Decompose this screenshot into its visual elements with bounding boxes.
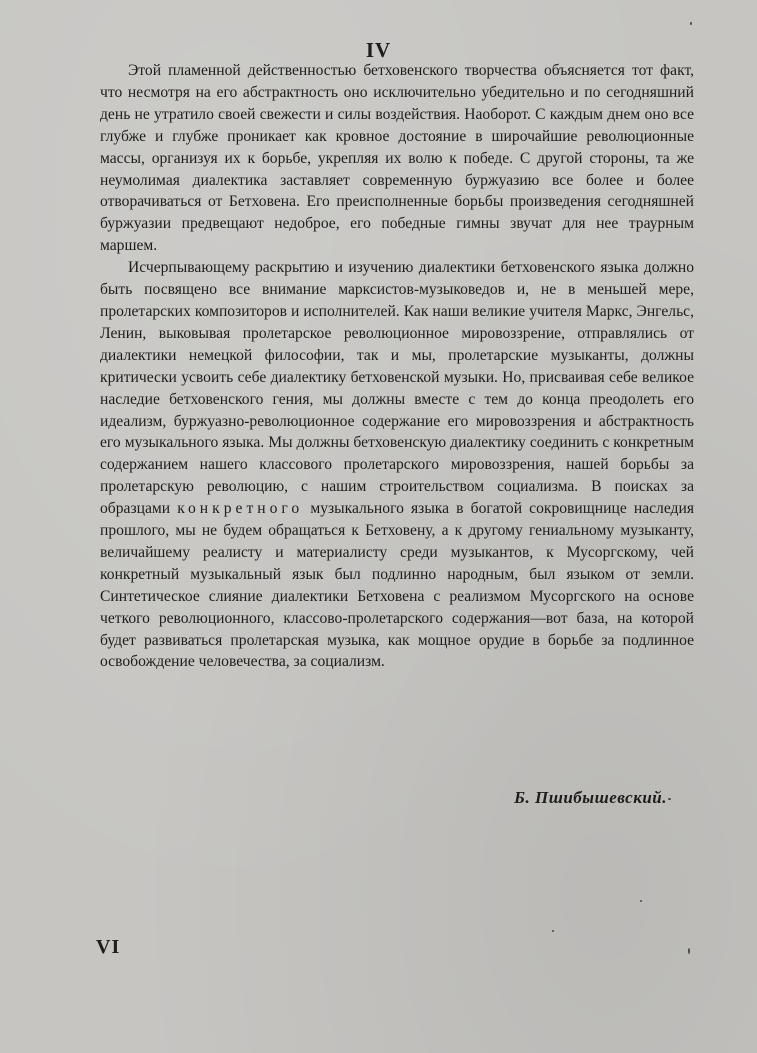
paragraph-2-emphasized-word: конкретного xyxy=(177,500,304,518)
body-text xyxy=(100,60,694,673)
section-number: IV xyxy=(365,38,392,62)
paragraph-2 xyxy=(100,257,694,673)
print-speck xyxy=(690,22,692,25)
author-signature: Б. Пшибышевский. xyxy=(514,788,667,807)
print-speck xyxy=(688,948,690,954)
print-speck xyxy=(640,900,642,902)
print-speck xyxy=(552,930,554,932)
print-speck xyxy=(668,798,671,800)
paragraph-2-text-after: музыкального языка в богатой сокровищнице наследия прошлого, мы не будем обращаться к Бетховену, а к другому гениальному музыканту, величайшему реалисту и материалисту среди музыкантов, к Мусоргскому, чей конкретный музыкальный язык был подлинно народным, был языком от земли. Синтетическое слияние диалектики Бетховена с реализмом Мусоргского на основе четкого революционного, классово-пролетарского содержания—вот база, на которой будет развиваться пролетарская музыка, как мощное орудие в борьбе за подлинное освобождение человечества, за социализм. xyxy=(100,500,694,671)
page-number: VI xyxy=(96,936,121,958)
paragraph-1: Этой пламенной действенностью бетховенского творчества объясняется тот факт, что несмотря на его абстрактность оно исключительно убедительно и по сегодняшний день не утратило своей свежести и силы воздействия. Наоборот. С каждым днем оно все глубже и глубже проникает как кровное достояние в широчайшие революционные массы, организуя их к борьбе, укрепляя их волю к победе. С другой стороны, та же неумолимая диалектика заставляет современную буржуазию все более и более отворачиваться от Бетховена. Его преисполненные борьбы произведения сегодняшней буржуазии предвещают недоброе, его победные гимны звучат для нее траурным маршем. xyxy=(100,62,694,255)
paragraph-2-text-before: Исчерпывающему раскрытию и изучению диалектики бетховенского языка должно быть посвящено все внимание марксистов-музыковедов и, не в меньшей мере, пролетарских композиторов и исполнителей. Как наши великие учителя Маркс, Энгельс, Ленин, выковывая пролетарское революционное мировоззрение, отправлялись от диалектики немецкой философии, так и мы, пролетарские музыканты, должны критически усвоить себе диалектику бетховенской музыки. Но, присваивая себе великое наследие бетховенского гения, мы должны вместе с тем до конца преодолеть его идеализм, буржуазно-революционное содержание его мировоззрения и абстрактность его музыкального языка. Мы должны бетховенскую диалектику соединить с конкретным содержанием нашего классового пролетарского мировоззрения, нашей борьбы за пролетарскую революцию, с нашим строительством социализма. В поисках за образцами xyxy=(100,259,694,518)
